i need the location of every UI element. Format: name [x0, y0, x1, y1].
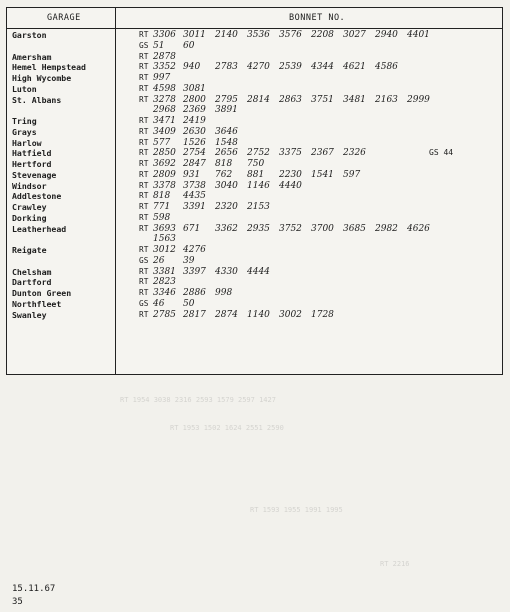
vehicle-type: RT [139, 288, 149, 297]
table-row [7, 267, 502, 278]
bonnet-number: 2863 [279, 94, 302, 105]
bonnet-number: 3738 [183, 180, 206, 191]
bonnet-number: 2785 [153, 309, 176, 320]
bonnet-number: 3891 [215, 105, 238, 116]
vehicle-type: RT [139, 212, 149, 222]
bonnet-number: 4440 [279, 180, 302, 191]
bonnet-number: 3536 [247, 30, 270, 40]
vehicle-type: GS [139, 40, 149, 50]
bonnet-number: 1541 [311, 169, 334, 180]
table-header [7, 8, 502, 29]
bonnet-number: 2369 [183, 105, 206, 116]
bonnet-number: 2874 [215, 309, 238, 320]
bonnet-number: 577 [153, 137, 171, 148]
bonnet-number: 3278 [153, 94, 176, 105]
bonnet-number: 2878 [153, 51, 176, 62]
table-row [7, 277, 502, 288]
bonnet-number: 4276 [183, 245, 206, 255]
bonnet-number: 671 [183, 223, 201, 234]
bonnet-number: 2795 [215, 94, 238, 105]
garage-name: Grays [12, 126, 37, 137]
garage-name: Dartford [12, 277, 52, 288]
garage-name: Luton [12, 83, 37, 94]
bonnet-number: 3409 [153, 126, 176, 137]
garage-column-header: GARAGE [47, 13, 81, 23]
vehicle-type: RT [139, 126, 149, 136]
bonnet-number: 4626 [407, 223, 430, 234]
bonnet-number: 3481 [343, 94, 366, 105]
table-row [7, 127, 502, 138]
garage-name: Harlow [12, 137, 42, 148]
vehicle-type: RT [139, 148, 149, 158]
show-through-text: RT 2216 [380, 560, 410, 568]
bonnet-number: 3751 [311, 94, 334, 105]
garage-name: Addlestone [12, 191, 62, 202]
garage-name: Swanley [12, 309, 47, 320]
vehicle-type: RT [139, 159, 149, 168]
bonnet-number: 3693 [153, 223, 176, 234]
bonnet-number: 750 [247, 159, 265, 169]
garage-name: Hertford [12, 159, 52, 169]
vehicle-type: RT [139, 30, 149, 39]
bonnet-number: 2320 [215, 202, 238, 212]
vehicle-type: RT [139, 94, 149, 104]
table-row [7, 191, 502, 202]
garage-name: Leatherhead [12, 223, 67, 234]
vehicle-type: RT [139, 191, 149, 201]
vehicle-type: RT [139, 223, 149, 233]
bonnet-number: 3646 [215, 126, 238, 137]
bonnet-number: 3391 [183, 202, 206, 212]
vehicle-type: RT [139, 116, 149, 125]
bonnet-number: 2847 [183, 159, 206, 169]
bonnet-number: 1548 [215, 137, 238, 148]
vehicle-type: RT [139, 137, 149, 147]
bonnet-number: 3040 [215, 180, 238, 191]
bonnet-number: 931 [183, 169, 201, 180]
bonnet-number: 2419 [183, 116, 206, 126]
table-row [7, 52, 502, 63]
table-row [7, 288, 502, 299]
table-row [7, 202, 502, 213]
table-row [7, 95, 502, 106]
bonnet-number: 3011 [183, 30, 206, 40]
bonnet-number: 2800 [183, 94, 206, 105]
bonnet-number: 2968 [153, 105, 176, 116]
table-row [7, 148, 502, 159]
garage-name: Stevenage [12, 169, 57, 180]
garage-name: Dunton Green [12, 288, 72, 298]
bonnet-number: 762 [215, 169, 233, 180]
table-row [7, 73, 502, 84]
garage-name: Amersham [12, 51, 52, 62]
garage-name: Chelsham [12, 266, 52, 277]
table-row [7, 159, 502, 170]
bonnet-number: 1526 [183, 137, 206, 148]
bonnet-number: 997 [153, 73, 171, 83]
bonnet-number: 1728 [311, 309, 334, 320]
bonnet-number: 818 [153, 191, 171, 202]
bonnet-number: 3375 [279, 148, 302, 159]
vehicle-type: GS [139, 255, 149, 265]
bonnet-number: 771 [153, 202, 171, 212]
bonnet-number: 2208 [311, 30, 334, 40]
extra-entry: GS 44 [429, 148, 454, 158]
bonnet-number: 2814 [247, 94, 270, 105]
bonnet-number: 2163 [375, 94, 398, 105]
bonnet-number: 2940 [375, 30, 398, 40]
table-row [7, 116, 502, 127]
footer-date: 15.11.67 [12, 584, 56, 594]
garage-table [6, 7, 503, 375]
vehicle-type: RT [139, 202, 149, 211]
bonnet-number: 4444 [247, 266, 270, 277]
bonnet-number: 2326 [343, 148, 366, 159]
vehicle-type: GS [139, 298, 149, 308]
bonnet-number: 881 [247, 169, 265, 180]
table-row [7, 41, 502, 52]
show-through-text: RT 1593 1955 1991 1995 [250, 506, 343, 514]
bonnet-number: 3685 [343, 223, 366, 234]
bonnet-number: 26 [153, 255, 165, 266]
table-row [7, 256, 502, 267]
garage-name: Hemel Hempstead [12, 62, 86, 73]
vehicle-type: RT [139, 51, 149, 61]
bonnet-number: 4330 [215, 266, 238, 277]
bonnet-number: 3306 [153, 30, 176, 40]
vehicle-type: RT [139, 169, 149, 179]
show-through-text: RT 1953 1502 1624 2551 2590 [170, 424, 284, 432]
bonnet-number: 2823 [153, 277, 176, 288]
table-row [7, 30, 502, 41]
bonnet-number: 2817 [183, 309, 206, 320]
table-row [7, 138, 502, 149]
bonnet-number: 2140 [215, 30, 238, 40]
bonnet-number: 50 [183, 298, 195, 309]
bonnet-number: 4598 [153, 83, 176, 94]
bonnet-number: 2752 [247, 148, 270, 159]
vehicle-type: RT [139, 245, 149, 254]
bonnet-number: 2754 [183, 148, 206, 159]
bonnet-number: 597 [343, 169, 361, 180]
bonnet-number: 60 [183, 40, 195, 51]
bonnet-number: 3752 [279, 223, 302, 234]
bonnet-number: 3081 [183, 83, 206, 94]
bonnet-number: 39 [183, 255, 195, 266]
bonnet-number: 4435 [183, 191, 206, 202]
table-row [7, 245, 502, 256]
garage-name: Windsor [12, 180, 47, 191]
bonnet-number: 2230 [279, 169, 302, 180]
bonnet-number: 3027 [343, 30, 366, 40]
bonnet-number: 2886 [183, 288, 206, 298]
vehicle-type: RT [139, 180, 149, 190]
bonnet-number: 2809 [153, 169, 176, 180]
bonnet-number: 818 [215, 159, 233, 169]
table-body [7, 30, 502, 320]
bonnet-number: 2935 [247, 223, 270, 234]
table-row [7, 310, 502, 321]
bonnet-number: 51 [153, 40, 165, 51]
garage-name: Hatfield [12, 148, 52, 159]
bonnet-number: 2656 [215, 148, 238, 159]
bonnet-number: 3700 [311, 223, 334, 234]
table-row [7, 84, 502, 95]
bonnet-number: 4621 [343, 62, 366, 73]
vehicle-type: RT [139, 83, 149, 93]
bonnet-number: 3576 [279, 30, 302, 40]
bonnet-number-column-header: BONNET NO. [289, 13, 346, 23]
vehicle-type: RT [139, 62, 149, 72]
bonnet-number: 1140 [247, 309, 270, 320]
bonnet-number: 4344 [311, 62, 334, 73]
bonnet-number: 2630 [183, 126, 206, 137]
bonnet-number: 998 [215, 288, 233, 298]
bonnet-number: 940 [183, 62, 201, 73]
table-row [7, 181, 502, 192]
bonnet-number: 2982 [375, 223, 398, 234]
bonnet-number: 3378 [153, 180, 176, 191]
bonnet-number: 46 [153, 298, 165, 309]
garage-name: Dorking [12, 212, 47, 223]
bonnet-number: 3397 [183, 266, 206, 277]
bonnet-number: 2999 [407, 94, 430, 105]
bonnet-number: 4270 [247, 62, 270, 73]
page-number: 35 [12, 597, 23, 607]
bonnet-number: 3381 [153, 266, 176, 277]
show-through-text: RT 1954 3038 2316 2593 1579 2597 1427 [120, 396, 276, 404]
table-row [7, 170, 502, 181]
garage-name: St. Albans [12, 94, 62, 105]
garage-name: Garston [12, 30, 47, 40]
bonnet-number: 3352 [153, 62, 176, 73]
table-row [7, 62, 502, 73]
garage-name: Northfleet [12, 298, 62, 309]
vehicle-type: RT [139, 309, 149, 319]
bonnet-number: 3362 [215, 223, 238, 234]
bonnet-number: 2539 [279, 62, 302, 73]
bonnet-number: 2783 [215, 62, 238, 73]
bonnet-number: 598 [153, 212, 171, 223]
table-row [7, 299, 502, 310]
vehicle-type: RT [139, 277, 149, 287]
bonnet-number: 3346 [153, 288, 176, 298]
bonnet-number: 2367 [311, 148, 334, 159]
table-row [7, 224, 502, 235]
vehicle-type: RT [139, 266, 149, 276]
bonnet-number: 1563 [153, 234, 176, 245]
bonnet-number: 3012 [153, 245, 176, 255]
bonnet-number: 3692 [153, 159, 176, 169]
vehicle-type: RT [139, 73, 149, 82]
garage-name: Tring [12, 116, 37, 126]
bonnet-number: 4401 [407, 30, 430, 40]
bonnet-number: 3002 [279, 309, 302, 320]
bonnet-number: 1146 [247, 180, 270, 191]
bonnet-number: 3471 [153, 116, 176, 126]
table-row [7, 234, 502, 245]
table-row [7, 105, 502, 116]
garage-name: Reigate [12, 245, 47, 255]
bonnet-number: 4586 [375, 62, 398, 73]
bonnet-number: 2153 [247, 202, 270, 212]
garage-name: Crawley [12, 202, 47, 212]
bonnet-number: 2850 [153, 148, 176, 159]
garage-name: High Wycombe [12, 73, 72, 83]
table-row [7, 213, 502, 224]
